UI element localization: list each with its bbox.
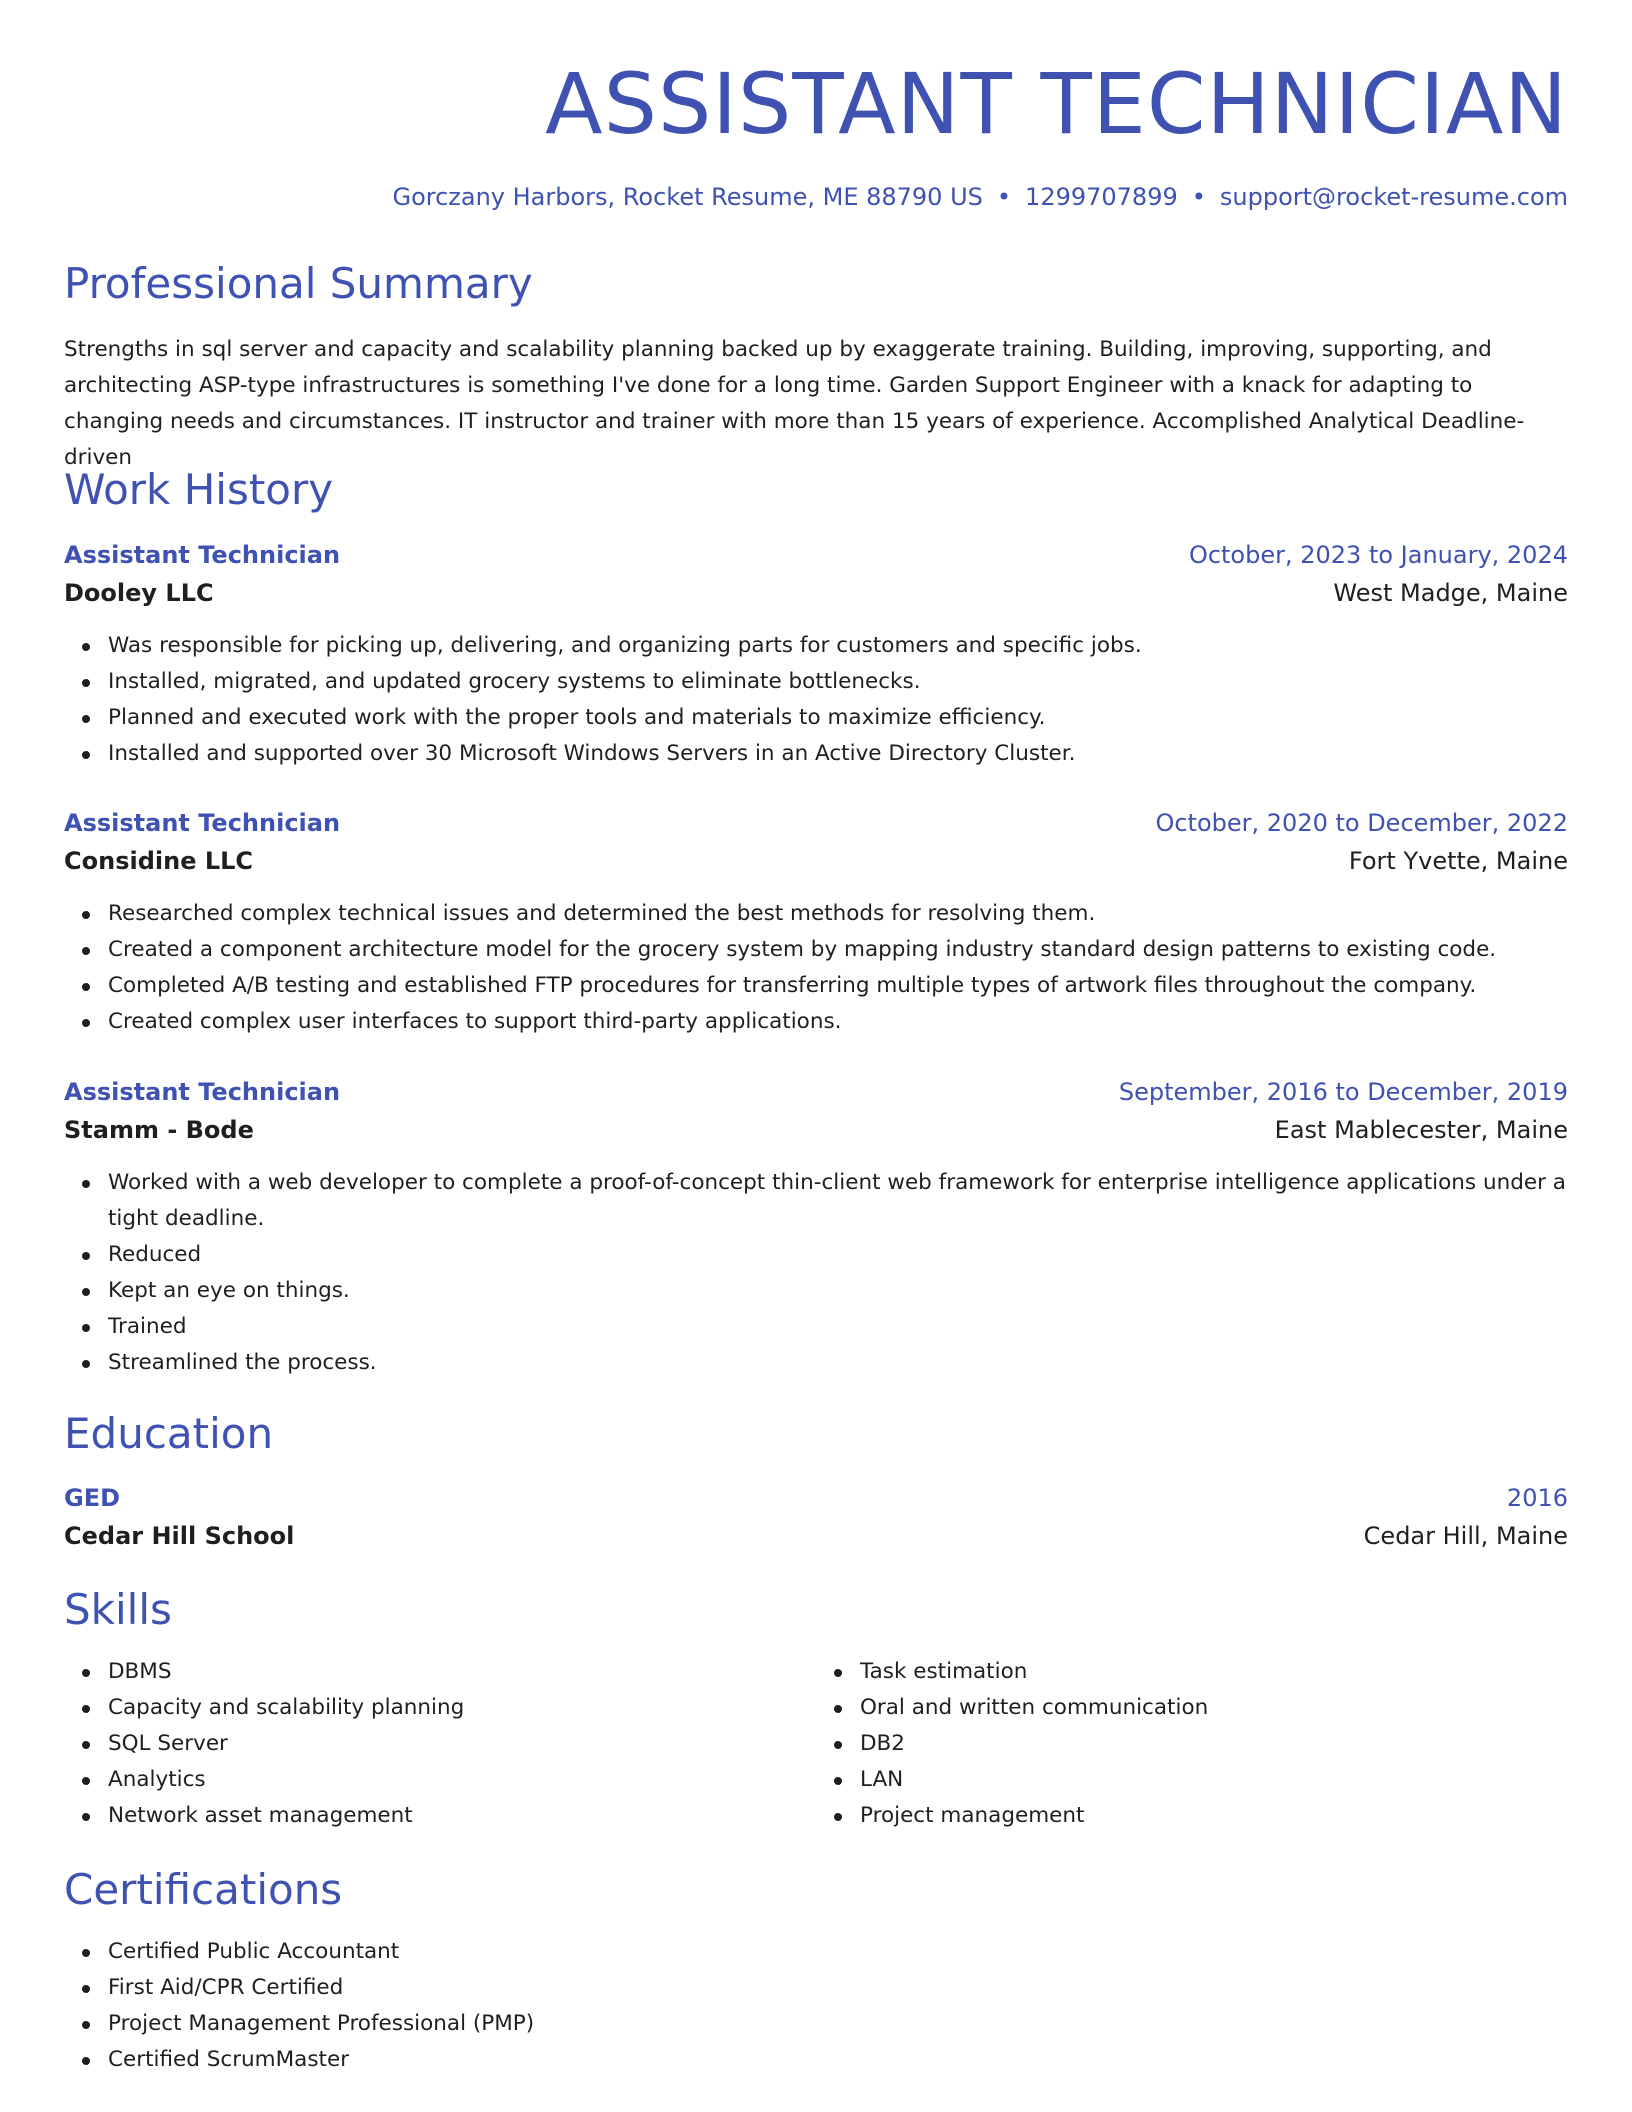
certifications-list [64, 1934, 1568, 2078]
certifications-bullets [64, 1934, 1568, 2078]
list-item: Certified Public Accountant [108, 1934, 1568, 1970]
skills-heading: Skills [64, 1585, 172, 1634]
certifications-heading: Certifications [64, 1865, 343, 1914]
job-dates: October, 2023 to January, 2024 [1188, 541, 1568, 569]
job-location: Fort Yvette, Maine [1348, 847, 1568, 875]
company-name: Stamm - Bode [64, 1116, 254, 1144]
list-item: Trained [108, 1309, 1568, 1345]
contact-separator: • [996, 183, 1012, 211]
company-name: Considine LLC [64, 847, 254, 875]
contact-email: support@rocket-resume.com [1219, 183, 1568, 211]
job-location: East Mablecester, Maine [1274, 1116, 1568, 1144]
list-item: LAN [860, 1762, 1568, 1798]
job-dates: October, 2020 to December, 2022 [1155, 809, 1568, 837]
list-item: DBMS [108, 1654, 816, 1690]
list-item: Analytics [108, 1762, 816, 1798]
job-entry [64, 1073, 1568, 1381]
list-item: Streamlined the process. [108, 1345, 1568, 1381]
school-location: Cedar Hill, Maine [1363, 1522, 1568, 1550]
work-history-heading: Work History [64, 465, 334, 514]
list-item: Reduced [108, 1237, 1568, 1273]
summary-heading: Professional Summary [64, 259, 533, 308]
list-item: Installed, migrated, and updated grocery systems to eliminate bottlenecks. [108, 664, 1568, 700]
list-item: Researched complex technical issues and determined the best methods for resolving them. [108, 896, 1568, 932]
job-bullets [64, 1165, 1568, 1381]
job-title: Assistant Technician [64, 809, 341, 837]
job-entry [64, 536, 1568, 772]
list-item: DB2 [860, 1726, 1568, 1762]
job-title: Assistant Technician [64, 1078, 341, 1106]
education-entry [64, 1479, 1568, 1555]
list-item: Kept an eye on things. [108, 1273, 1568, 1309]
contact-line [392, 182, 1568, 212]
list-item: Certified ScrumMaster [108, 2042, 1568, 2078]
list-item: Network asset management [108, 1798, 816, 1834]
list-item: Task estimation [860, 1654, 1568, 1690]
skills-column-left [64, 1654, 816, 1834]
job-bullets [64, 628, 1568, 772]
job-dates: September, 2016 to December, 2019 [1118, 1078, 1568, 1106]
list-item: Project management [860, 1798, 1568, 1834]
list-item: Project Management Professional (PMP) [108, 2006, 1568, 2042]
list-item: Was responsible for picking up, delivering, and organizing parts for customers and specific jobs. [108, 628, 1568, 664]
company-name: Dooley LLC [64, 579, 214, 607]
list-item: Planned and executed work with the proper tools and materials to maximize efficiency. [108, 700, 1568, 736]
list-item: Created a component architecture model for the grocery system by mapping industry standard design patterns to existing code. [108, 932, 1568, 968]
contact-phone: 1299707899 [1025, 183, 1178, 211]
contact-address: Gorczany Harbors, Rocket Resume, ME 88790 US [392, 183, 983, 211]
list-item: Completed A/B testing and established FTP procedures for transferring multiple types of artwork files throughout the company. [108, 968, 1568, 1004]
contact-separator: • [1191, 183, 1206, 211]
school-name: Cedar Hill School [64, 1522, 295, 1550]
candidate-name: ASSISTANT TECHNICIAN [545, 55, 1568, 153]
education-year: 2016 [1506, 1484, 1568, 1512]
list-item: Installed and supported over 30 Microsoft Windows Servers in an Active Directory Cluster. [108, 736, 1568, 772]
list-item: Worked with a web developer to complete a proof-of-concept thin-client web framework for enterprise intelligence applications under a tight deadline. [108, 1165, 1568, 1237]
job-title: Assistant Technician [64, 541, 341, 569]
summary-text: Strengths in sql server and capacity and scalability planning backed up by exaggerate training. Building, improving, supporting, and architecting ASP-type infrastructures is something I've done for a long time. Garden Support Engineer with a knack for adapting to changing needs and circumstances. IT instructor and trainer with more than 15 years of experience. Accomplished Analytical Deadline-driven [64, 337, 1525, 470]
job-bullets [64, 896, 1568, 1040]
job-location: West Madge, Maine [1333, 579, 1568, 607]
skills-list [64, 1654, 1568, 1834]
list-item: First Aid/CPR Certified [108, 1970, 1568, 2006]
job-entry [64, 804, 1568, 1040]
list-item: SQL Server [108, 1726, 816, 1762]
list-item: Oral and written communication [860, 1690, 1568, 1726]
list-item: Capacity and scalability planning [108, 1690, 816, 1726]
list-item: Created complex user interfaces to support third-party applications. [108, 1004, 1568, 1040]
degree: GED [64, 1484, 121, 1512]
education-heading: Education [64, 1409, 274, 1458]
skills-column-right [816, 1654, 1568, 1834]
